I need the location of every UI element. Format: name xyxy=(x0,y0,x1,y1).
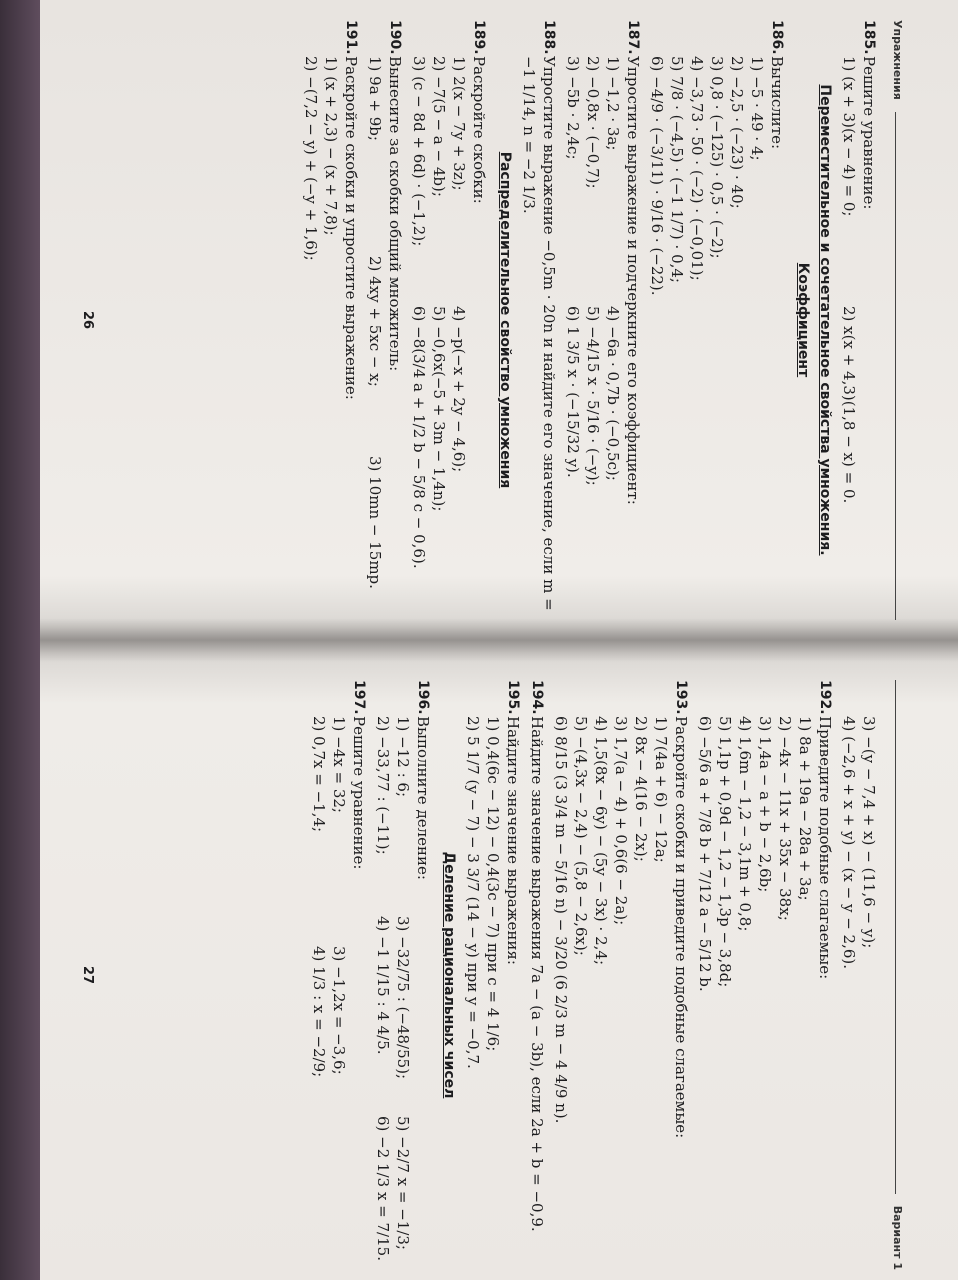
exercise-192: 192. Приведите подобные слагаемые: 1) 8a + 19a − 28a + 3a; 2) −4x − 11x + 35x − 38x; 3) 1,4a − a + b − 2,6b; 4) 1,6m − 1,2 − 3,1m + 0,8; 5) 1,1p + 0,9d − 1,2 − 1,3p − 3,8d; 6) −5/6 a + 7/8 b + 7/12 a − 5/12 b. xyxy=(696,680,834,992)
running-head-variant: Вариант 1 xyxy=(891,1205,904,1270)
exercise-188: 188. Упростите выражение −0,5m · 20n и найдите его значение, если m = −1 1/14, n = −2 1/3. xyxy=(520,20,558,611)
exercise-187: 187. Упростите выражение и подчеркните его коэффициент: 1) −1,2 · 3a;4) −6a · 0,7b · (−0,5c); 2) −0,8x · (−0,7);5) −4/15 x · 5/16 · (−y); 3) −5b · 2,4c;6) 1 3/5 x · (−15/32 y). xyxy=(564,20,642,505)
exercise-196: 196. Выполните деление: 1) −12 : 6;3) −32/75 : (−48/55);5) −2/7 x = −1/3; 2) −33,77 : (−11);4) −1 1/15 : 4 4/5.6) −2 1/3 x = 7/15. xyxy=(374,680,432,1261)
book-gutter xyxy=(40,618,958,662)
running-head-left xyxy=(885,20,905,620)
exercise-195: 195. Найдите значение выражения: 1) 0,4(6c − 12) − 0,4(3c − 7) при c = 4 1/6; 2) 5 1/7 (y − 7) − 3 3/7 (14 − y) при y = −0,7. xyxy=(464,680,522,1069)
exercise-197: 197. Решите уравнение: 1) −4x = 32;3) −1,2x = −3,6; 2) 0,7x = −1,4;4) 1/3 : x = −2/9; xyxy=(310,680,368,1078)
section-title-distributive: Распределительное свойство умножения xyxy=(497,151,513,489)
running-head-title: Упражнения xyxy=(891,20,904,100)
exercise-186: 186. Вычислите: 1) −5 · 49 · 4; 2) −2,5 · (−23) · 40; 3) 0,8 · (−125) · 0,5 · (−2); 4) −3,73 · 50 · (−2) · (−0,01); 5) 7/8 · (−4,5) · (−1 1/7) · 0,4; 6) −4/9 · (−3/11) · 9/16 · (−22). xyxy=(648,20,786,296)
exercise-194: 194. Найдите значение выражения 7a − (a − 3b), если 2a + b = −0,9. xyxy=(528,680,546,1232)
page-27 xyxy=(45,680,905,1270)
header-rule xyxy=(895,112,896,620)
page-26-body xyxy=(297,20,879,620)
page-number-26: 26 xyxy=(80,310,95,330)
exercise-191-continued: 3) −(y − 7,4 + x) − (11,6 − y); 4) (−2,6 + x + y) − (x − y − 2,6). xyxy=(840,716,878,970)
section-title-commutative: Переместительное и сочетательное свойства умножения. xyxy=(817,84,833,556)
running-head-right xyxy=(885,680,905,1270)
exercise-185: 185. Решите уравнение: 1) (x + 3)(x − 4) = 0;2) x(x + 4,3)(1,8 − x) = 0. xyxy=(840,20,878,504)
section-title-division: Деление рациональных чисел xyxy=(441,851,457,1099)
exercise-189: 189. Раскройте скобки: 1) 2(x − 7y + 3z);4) −p(−x + 2y − 4,6); 2) −7(5 − a − 4b);5) −0,6x(−5 + 3m − 1,4n); 3) (c − 8d + 6d) · (−1,2);6) −8(3/4 a + 1/2 b − 5/8 c − 0,6). xyxy=(410,20,488,569)
exercise-190: 190. Вынесите за скобки общий множитель: 1) 9a + 9b;2) 4xy + 5xc − x;3) 10mn − 15mp. xyxy=(366,20,404,589)
page-number-27: 27 xyxy=(80,965,95,985)
page-26 xyxy=(45,20,905,620)
page-27-body xyxy=(305,680,879,1270)
header-rule-right xyxy=(895,680,896,1194)
section-title-coefficient: Коэффициент xyxy=(795,262,811,378)
exercise-193: 193. Раскройте скобки и приведите подобные слагаемые: 1) 7(4a + 6) − 12a; 2) 8x − 4(16 − 2x); 3) 1,7(a − 4) + 0,6(6 − 2a); 4) 1,5(8x − 6y) − (5y − 3x) · 2,4; 5) −(4,3x − 2,4) − (5,8 − 2,6x); 6) 8/15 (3 3/4 m − 5/16 n) − 3/20 (6 2/3 m − 4 4/9 n). xyxy=(552,680,690,1139)
exercise-191: 191. Раскройте скобки и упростите выражение: 1) (x + 2,3) − (x + 7,8); 2) −(7,2 − y) + (−y + 1,6); xyxy=(302,20,360,400)
